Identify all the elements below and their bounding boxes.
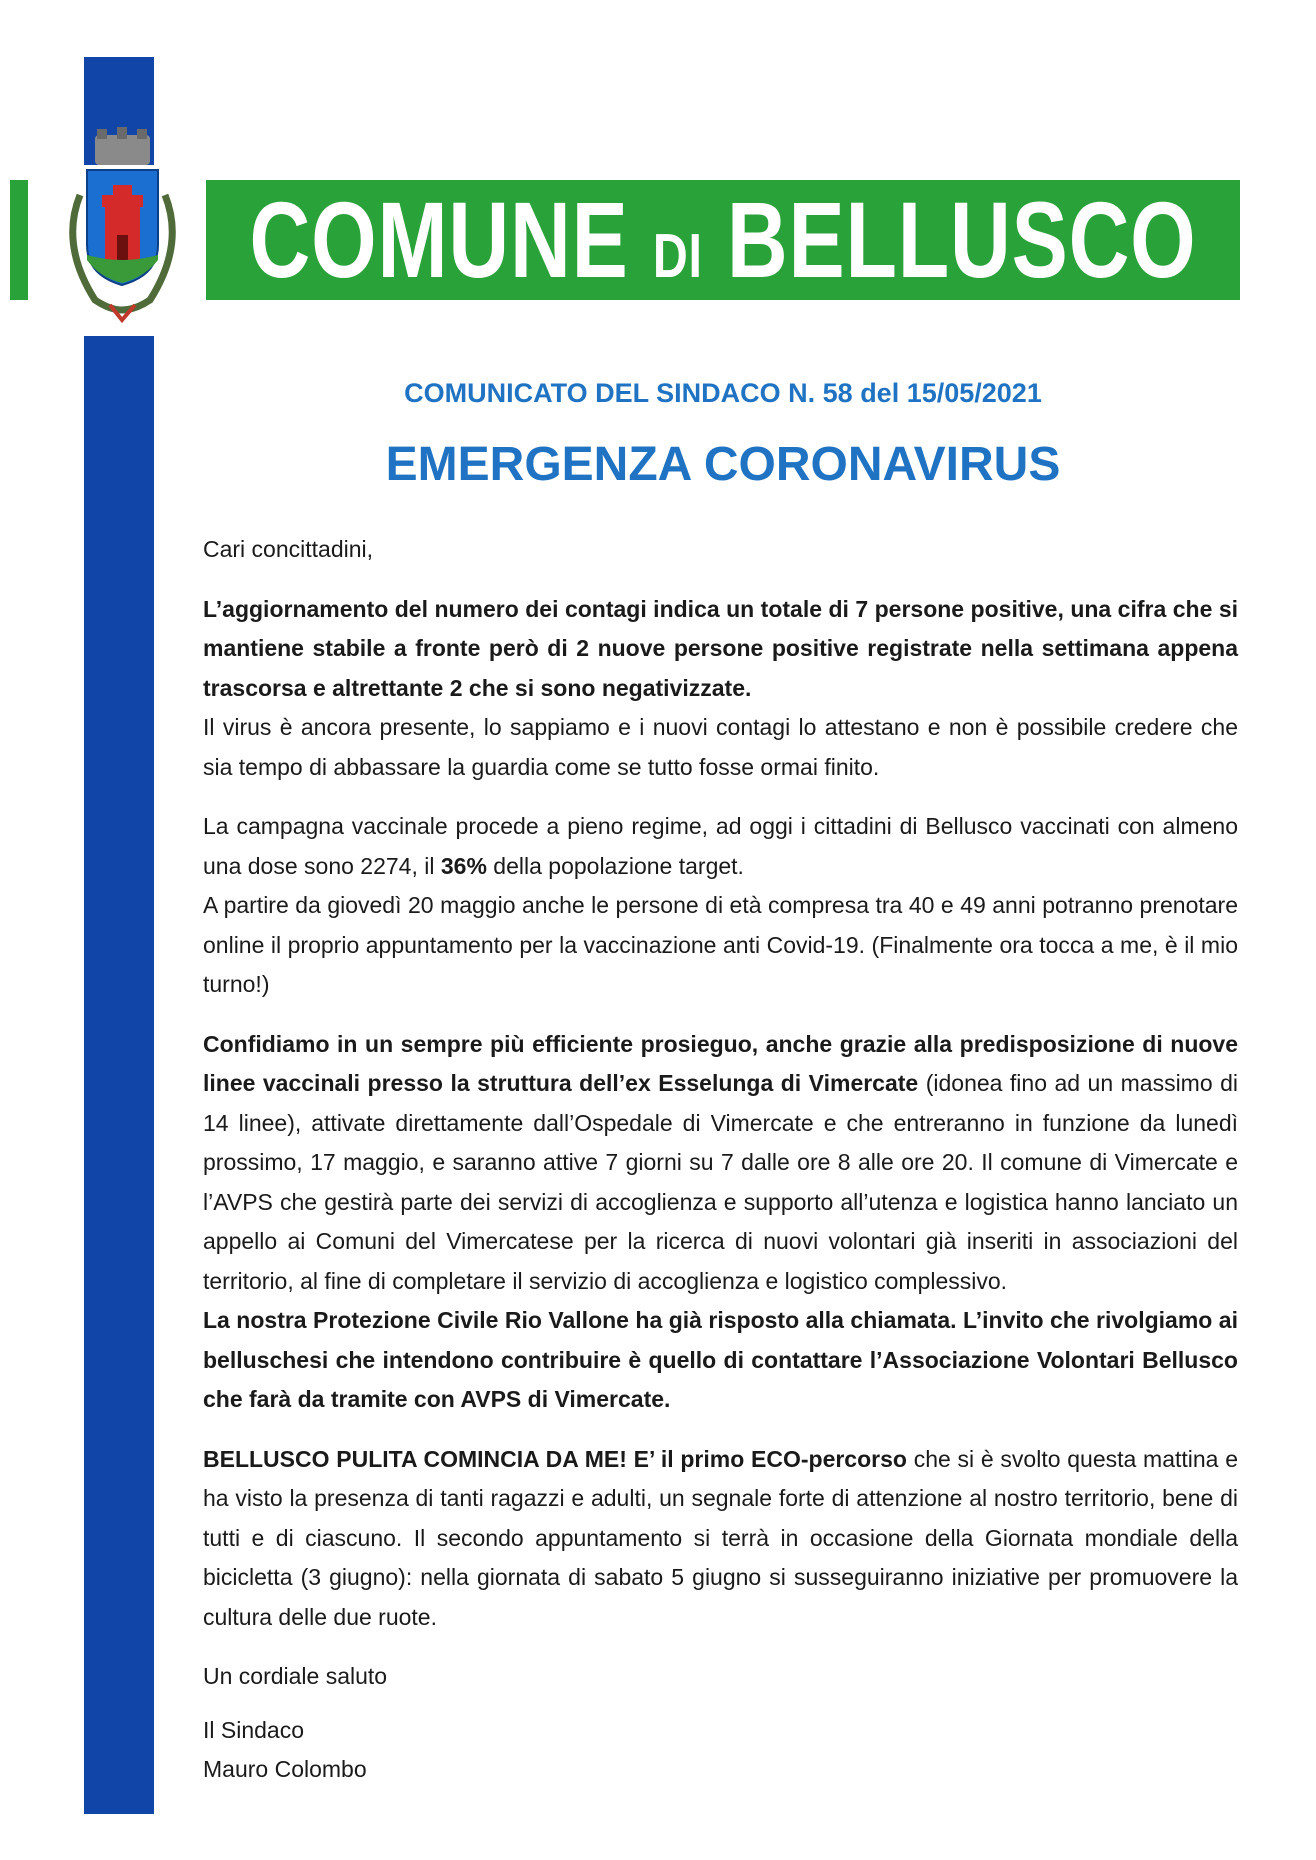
paragraph-protezione-civile: La nostra Protezione Civile Rio Vallone ha già risposto alla chiamata. L’invito che rivolgiamo ai belluschesi che intendono contribuire è quello di contattare l’Associazione Volontari Bellusco che farà da tramite con AVPS di Vimercate. [203,1307,1238,1412]
paragraph-contagi [203,590,1238,709]
communique-subtitle: COMUNICATO DEL SINDACO N. 58 del 15/05/2021 [404,378,1042,408]
vaccini-text-a: La campagna vaccinale procede a pieno regime, ad oggi i cittadini di Bellusco vaccinati con almeno una dose sono 2274, il [203,813,1238,879]
blue-bar-bottom [84,336,154,1814]
signature-name: Mauro Colombo [203,1756,367,1782]
esselunga-text: (idonea fino ad un massimo di 14 linee), attivate direttamente dall’Ospedale di Vimercate e che entreranno in funzione da lunedì prossimo, 17 maggio, e saranno attive 7 giorni su 7 dalle ore 8 alle ore 20. Il comune di Vimercate e l’AVPS che gestirà parte dei servizi di accoglienza e supporto all’utenza e logistica hanno lanciato un appello ai Comuni del Vimercatese per la ricerca di nuovi volontari già inseriti in associazioni del territorio, al fine di completare il servizio di accoglienza e logistico complessivo. [203,1070,1239,1294]
paragraph-contagi-bold: L’aggiornamento del numero dei contagi indica un totale di 7 persone positive, una cifra che si mantiene stabile a fronte però di 2 nuove persone positive registrate nella settimana appena trascorsa e altrettante 2 che si sono negativizzate. [203,595,1238,701]
paragraph-virus: Il virus è ancora presente, lo sappiamo e i nuovi contagi lo attestano e non è possibile credere che sia tempo di abbassare la guardia come se tutto fosse ormai finito. [203,714,1238,780]
signature-role: Il Sindaco [203,1716,305,1743]
paragraph-eco-percorso [203,1440,1238,1638]
banner-word-di: DI [652,222,703,291]
paragraph-esselunga [203,1025,1238,1302]
vaccini-percent: 36% [440,852,487,879]
paragraph-prenotazioni: A partire da giovedì 20 maggio anche le persone di età compresa tra 40 e 49 anni potranno prenotare online il proprio appuntamento per la vaccinazione anti Covid-19. (Finalmente ora tocca a me, è il mio turno!) [203,892,1238,997]
banner-title [249,179,1197,300]
paragraph-vaccini [203,807,1238,886]
vaccini-text-b: della popolazione target. [486,852,744,879]
greeting: Cari concittadini, [203,536,374,562]
eco-percorso-text: che si è svolto questa mattina e ha visto la presenza di tanti ragazzi e adulti, un segnale forte di attenzione al nostro territorio, bene di tutti e di ciascuno. Il secondo appuntamento si terrà in occasione della Giornata mondiale della bicicletta (3 giugno): nella giornata di sabato 5 giugno si susseguiranno iniziative per promuovere la cultura delle due ruote. [203,1445,1239,1630]
municipality-banner [206,180,1240,300]
banner-word-bellusco: BELLUSCO [726,179,1197,300]
eco-percorso-bold: BELLUSCO PULITA COMINCIA DA ME! E’ il primo ECO-percorso [203,1445,907,1472]
green-accent [10,180,28,300]
page-title: EMERGENZA CORONAVIRUS [385,438,1061,491]
closing: Un cordiale saluto [203,1663,388,1689]
coat-of-arms-icon [55,125,190,330]
letter-body [203,530,1238,1790]
banner-word-comune: COMUNE [249,179,629,300]
esselunga-bold: Confidiamo in un sempre più efficiente prosieguo, anche grazie alla predisposizione di nuove linee vaccinali presso la struttura dell’ex Esselunga di Vimercate [203,1030,1238,1096]
